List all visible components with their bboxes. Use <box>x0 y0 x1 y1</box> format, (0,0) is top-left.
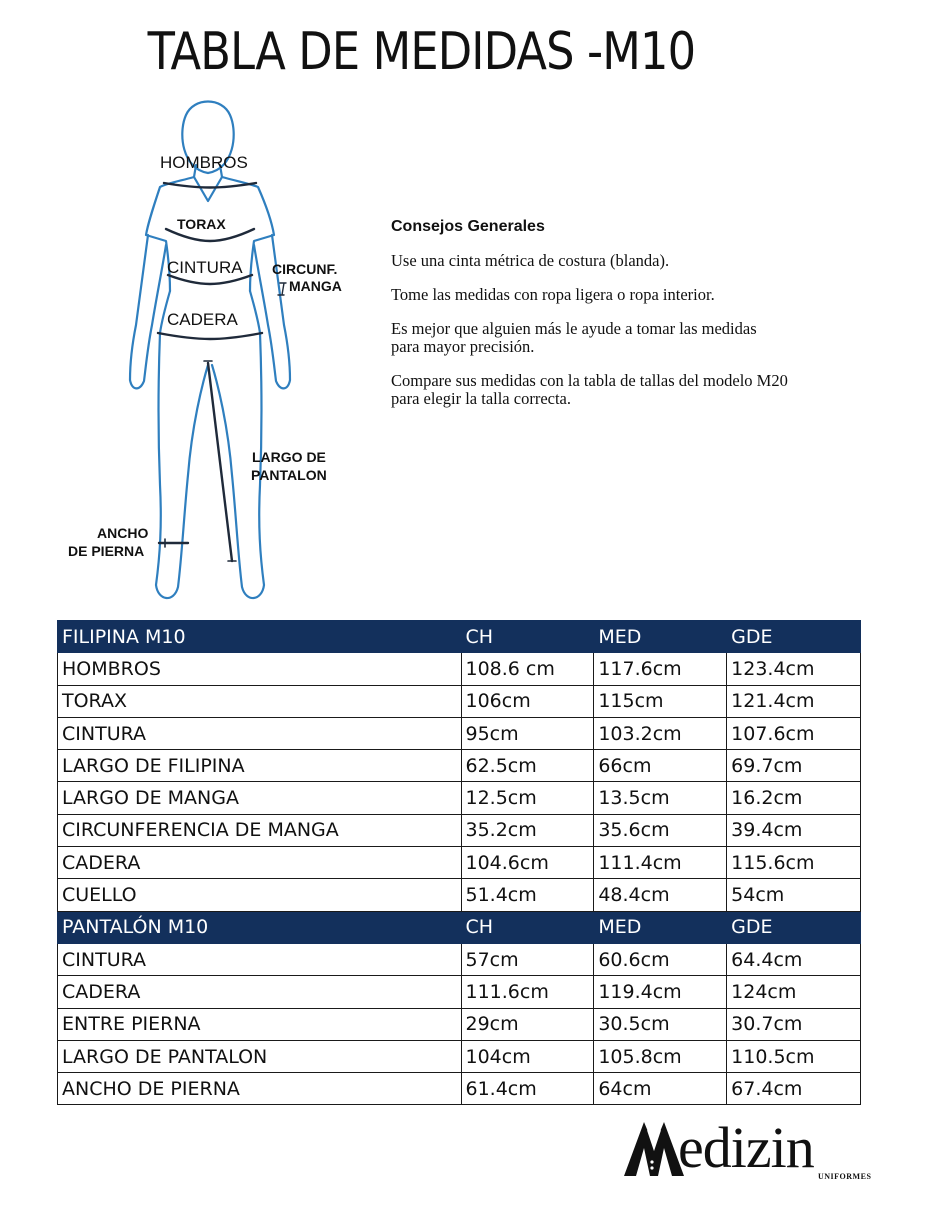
medizin-logo <box>622 1115 882 1184</box>
measure-name: TORAX <box>58 685 462 717</box>
measure-name: CIRCUNFERENCIA DE MANGA <box>58 814 462 846</box>
size-value: 35.2cm <box>461 814 594 846</box>
size-value: 67.4cm <box>727 1073 861 1105</box>
size-value: 95cm <box>461 717 594 749</box>
size-value: 54cm <box>727 879 861 911</box>
size-value: 12.5cm <box>461 782 594 814</box>
logo-wordmark: edizin <box>678 1115 814 1180</box>
header-cell: CH <box>461 911 594 943</box>
measure-name: CADERA <box>58 847 462 879</box>
size-value: 124cm <box>727 976 861 1008</box>
table-row <box>58 717 861 749</box>
measure-name: ENTRE PIERNA <box>58 1008 462 1040</box>
measure-name: LARGO DE FILIPINA <box>58 750 462 782</box>
size-value: 117.6cm <box>594 653 727 685</box>
size-table <box>57 620 861 1105</box>
table-row <box>58 1073 861 1105</box>
filipina-header-row <box>58 621 861 653</box>
header-cell: FILIPINA M10 <box>58 621 462 653</box>
tip-item: Es mejor que alguien más le ayude a tomar las medidas para mayor precisión. <box>391 319 757 356</box>
size-value: 104.6cm <box>461 847 594 879</box>
logo-subtitle: UNIFORMES <box>818 1172 872 1181</box>
size-value: 69.7cm <box>727 750 861 782</box>
table-row <box>58 814 861 846</box>
size-value: 107.6cm <box>727 717 861 749</box>
size-value: 111.6cm <box>461 976 594 1008</box>
header-cell: MED <box>594 911 727 943</box>
header-cell: CH <box>461 621 594 653</box>
measure-name: LARGO DE MANGA <box>58 782 462 814</box>
size-value: 123.4cm <box>727 653 861 685</box>
measure-name: CINTURA <box>58 717 462 749</box>
tip-item: Use una cinta métrica de costura (blanda). <box>391 251 670 270</box>
header-cell: GDE <box>727 621 861 653</box>
size-value: 16.2cm <box>727 782 861 814</box>
table-row <box>58 782 861 814</box>
size-value: 106cm <box>461 685 594 717</box>
table-row <box>58 1008 861 1040</box>
size-value: 105.8cm <box>594 1040 727 1072</box>
size-value: 64cm <box>594 1073 727 1105</box>
label-circunf: CIRCUNF. <box>272 261 338 277</box>
header-cell: GDE <box>727 911 861 943</box>
table-row <box>58 1040 861 1072</box>
size-value: 39.4cm <box>727 814 861 846</box>
label-ancho: ANCHO <box>97 525 149 541</box>
size-value: 13.5cm <box>594 782 727 814</box>
label-de-pierna: DE PIERNA <box>68 543 145 559</box>
label-cintura: CINTURA <box>167 258 243 277</box>
table-row <box>58 879 861 911</box>
size-value: 119.4cm <box>594 976 727 1008</box>
size-value: 35.6cm <box>594 814 727 846</box>
label-manga: MANGA <box>289 278 342 294</box>
table-row <box>58 943 861 975</box>
size-value: 30.5cm <box>594 1008 727 1040</box>
label-pantalon: PANTALON <box>251 467 327 483</box>
tips-section <box>391 218 891 424</box>
measure-name: HOMBROS <box>58 653 462 685</box>
table-row <box>58 653 861 685</box>
label-largo-de: LARGO DE <box>252 449 326 465</box>
size-value: 61.4cm <box>461 1073 594 1105</box>
measure-name: CUELLO <box>58 879 462 911</box>
size-value: 51.4cm <box>461 879 594 911</box>
size-value: 30.7cm <box>727 1008 861 1040</box>
table-row <box>58 976 861 1008</box>
header-cell: PANTALÓN M10 <box>58 911 462 943</box>
measure-name: CINTURA <box>58 943 462 975</box>
pantalon-header-row <box>58 911 861 943</box>
tip-item: Compare sus medidas con la tabla de tallas del modelo M20 para elegir la talla correcta. <box>391 371 788 408</box>
label-cadera: CADERA <box>167 310 238 329</box>
table-row <box>58 750 861 782</box>
table-row <box>58 847 861 879</box>
size-value: 29cm <box>461 1008 594 1040</box>
size-value: 115cm <box>594 685 727 717</box>
label-torax: TORAX <box>177 216 226 232</box>
size-value: 66cm <box>594 750 727 782</box>
size-value: 103.2cm <box>594 717 727 749</box>
size-value: 121.4cm <box>727 685 861 717</box>
body-measurement-figure <box>60 95 370 615</box>
measure-name: CADERA <box>58 976 462 1008</box>
header-cell: MED <box>594 621 727 653</box>
tips-heading: Consejos Generales <box>391 218 545 235</box>
size-value: 111.4cm <box>594 847 727 879</box>
measure-name: LARGO DE PANTALON <box>58 1040 462 1072</box>
tip-item: Tome las medidas con ropa ligera o ropa interior. <box>391 285 715 304</box>
size-value: 110.5cm <box>727 1040 861 1072</box>
label-hombros: HOMBROS <box>160 153 248 172</box>
size-value: 60.6cm <box>594 943 727 975</box>
table-row <box>58 685 861 717</box>
measure-name: ANCHO DE PIERNA <box>58 1073 462 1105</box>
size-value: 64.4cm <box>727 943 861 975</box>
size-value: 108.6 cm <box>461 653 594 685</box>
size-value: 48.4cm <box>594 879 727 911</box>
size-value: 115.6cm <box>727 847 861 879</box>
size-value: 57cm <box>461 943 594 975</box>
size-value: 62.5cm <box>461 750 594 782</box>
size-value: 104cm <box>461 1040 594 1072</box>
page-title: TABLA DE MEDIDAS -M10 <box>147 22 696 82</box>
